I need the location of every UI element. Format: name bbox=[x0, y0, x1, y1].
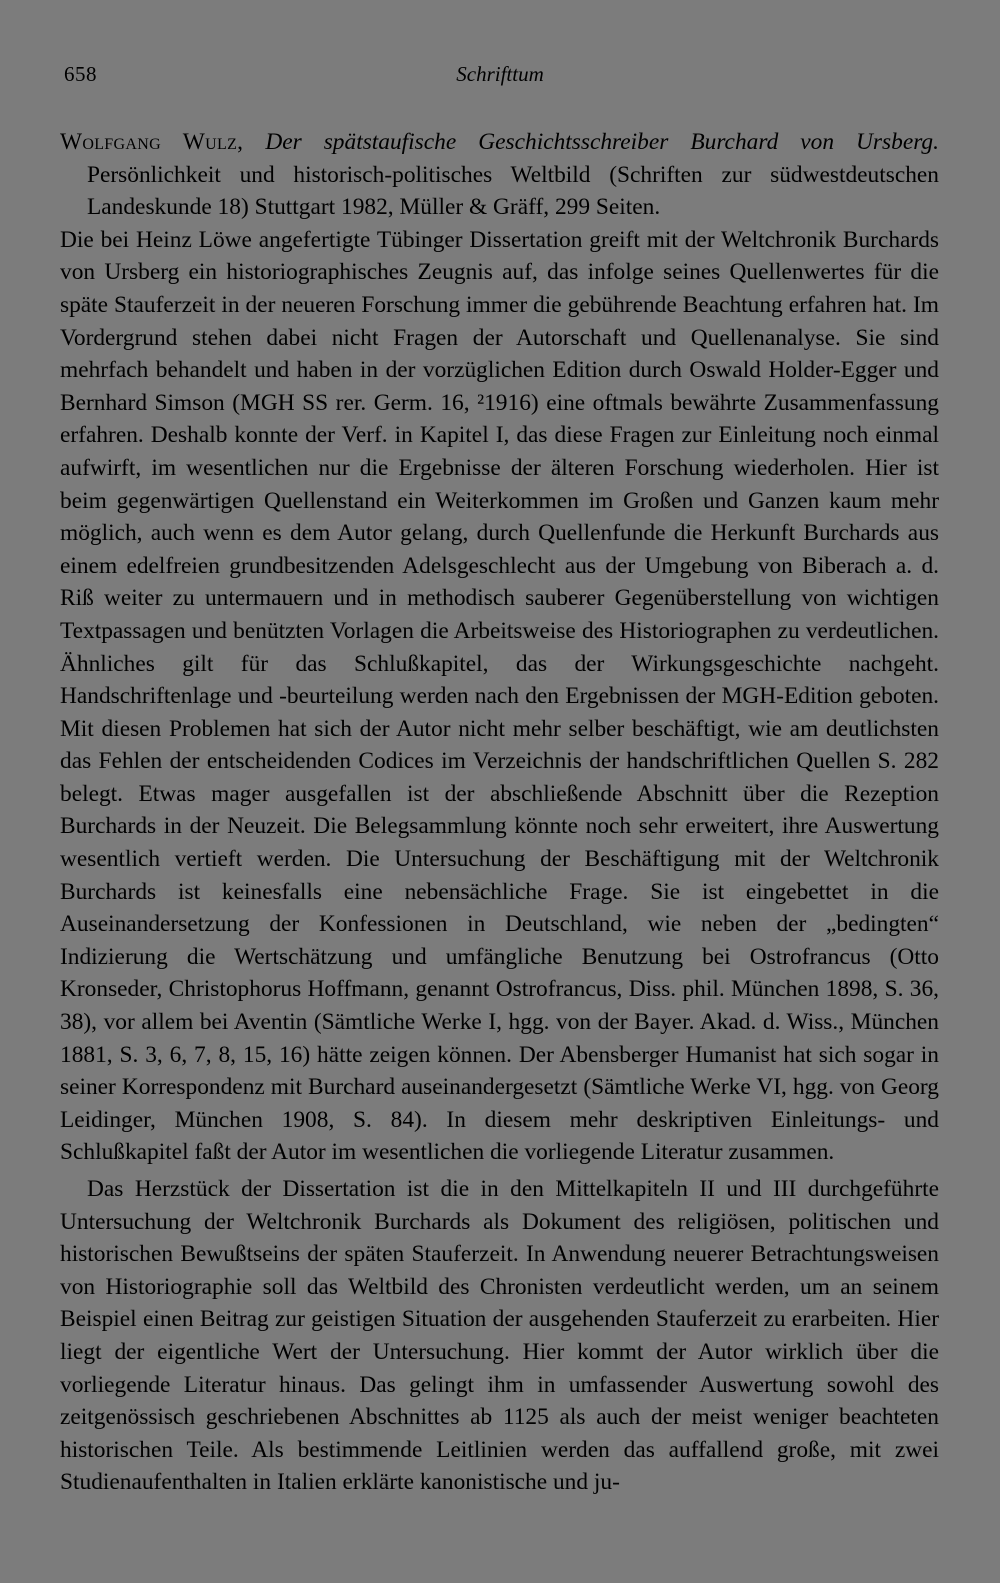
text-block bbox=[60, 126, 939, 1499]
review-paragraph-2: Das Herzstück der Dissertation ist die in den Mittelkapiteln II und III durchgeführte Untersuchung der Weltchronik Burchards als Dokument des religiösen, politischen und historischen Bewußtseins der späten Stauferzeit. In Anwendung neuerer Betrachtungsweisen von Historiographie soll das Weltbild des Chronisten verdeutlicht werden, um an seinem Beispiel einen Beitrag zur geistigen Situation der ausgehenden Stauferzeit zu erarbeiten. Hier liegt der eigentliche Wert der Untersuchung. Hier kommt der Autor wirklich über die vorliegende Literatur hinaus. Das gelingt ihm in umfassender Auswertung sowohl des zeitgenössisch geschriebenen Abschnittes ab 1125 als auch der meist weniger beachteten historischen Teile. Als bestimmende Leitlinien werden das auffallend große, mit zwei Studienaufenthalten in Italien erklärte kanonistische und ju- bbox=[60, 1176, 939, 1496]
entry-details: Persönlichkeit und historisch-politisches Weltbild (Schriften zur südwestdeutschen Landeskunde 18) Stuttgart 1982, Müller & Gräff, 299 Seiten. bbox=[87, 161, 939, 221]
review-paragraph-1: Die bei Heinz Löwe angefertigte Tübinger Dissertation greift mit der Weltchronik Burchards von Ursberg ein historiographisches Zeugnis auf, das infolge seines Quellenwertes für die späte Stauferzeit in der neueren Forschung immer die gebührende Beachtung erfahren hat. Im Vordergrund stehen dabei nicht Fragen der Autorschaft und Quellenanalyse. Sie sind mehrfach behandelt und haben in der vorzüglichen Edition durch Oswald Holder-Egger und Bernhard Simson (MGH SS rer. Germ. 16, ²1916) eine oftmals bewährte Zusammenfassung erfahren. Deshalb konnte der Verf. in Kapitel I, das diese Fragen zur Einleitung noch einmal aufwirft, im wesentlichen nur die Ergebnisse der älteren Forschung wiederholen. Hier ist beim gegenwärtigen Quellenstand ein Weiterkommen im Großen und Ganzen kaum mehr möglich, auch wenn es dem Autor gelang, durch Quellenfunde die Herkunft Burchards aus einem edelfreien grundbesitzenden Adelsgeschlecht aus der Umgebung von Biberach a. d. Riß weiter zu untermauern und in methodisch sauberer Gegenüberstellung von wichtigen Textpassagen und benützten Vorlagen die Arbeitsweise des Historiographen zu verdeutlichen. Ähnliches gilt für das Schlußkapitel, das der Wirkungsgeschichte nachgeht. Handschriftenlage und -beurteilung werden nach den Ergebnissen der MGH-Edition geboten. Mit diesen Problemen hat sich der Autor nicht mehr selber beschäftigt, wie am deutlichsten das Fehlen der entscheidenden Codices im Verzeichnis der handschriftlichen Quellen S. 282 belegt. Etwas mager ausgefallen ist der abschließende Abschnitt über die Rezeption Burchards in der Neuzeit. Die Belegsammlung könnte noch sehr erweitert, ihre Auswertung wesentlich vertieft werden. Die Untersuchung der Beschäftigung mit der Weltchronik Burchards ist keinesfalls eine nebensächliche Frage. Sie ist eingebettet in die Auseinandersetzung der Konfessionen in Deutschland, wie neben der „bedingten“ Indizierung die Wertschätzung und umfängliche Benutzung bei Ostrofrancus (Otto Kronseder, Christophorus Hoffmann, genannt Ostrofrancus, Diss. phil. München 1898, S. 36, 38), vor allem bei Aventin (Sämtliche Werke I, hgg. von der Bayer. Akad. d. Wiss., München 1881, S. 3, 6, 7, 8, 15, 16) hätte zeigen können. Der Abensberger Humanist hat sich sogar in seiner Korrespondenz mit Burchard auseinandergesetzt (Sämtliche Werke VI, hgg. von Georg Leidinger, München 1908, S. 84). In diesem mehr deskriptiven Einleitungs- und Schlußkapitel faßt der Autor im wesentlichen die vorliegende Literatur zusammen. bbox=[60, 226, 939, 1166]
bibliographic-entry bbox=[60, 126, 939, 224]
page-number: 658 bbox=[64, 62, 97, 86]
entry-title: Der spätstaufische Geschichtsschreiber Burchard von Ursberg. bbox=[265, 129, 939, 155]
entry-author: Wolfgang Wulz, bbox=[60, 129, 244, 155]
running-title: Schrifttum bbox=[456, 62, 544, 86]
